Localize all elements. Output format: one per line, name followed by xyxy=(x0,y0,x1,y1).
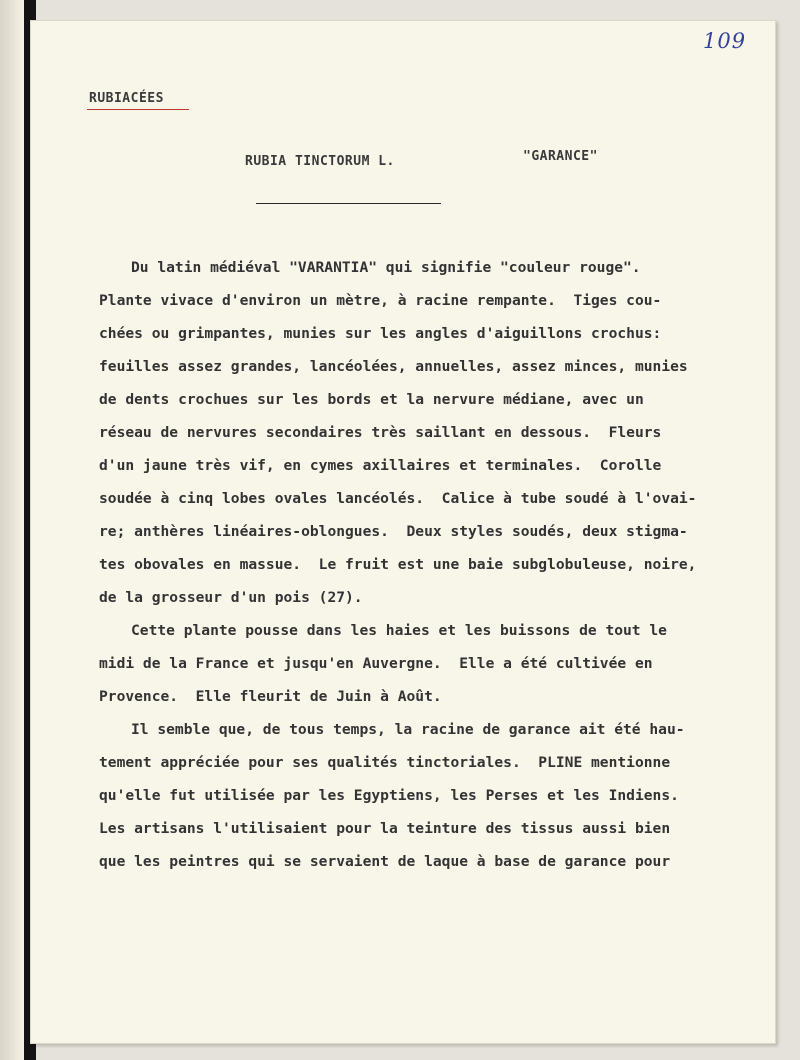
text-line: réseau de nervures secondaires très saillant en dessous. Fleurs xyxy=(99,424,662,441)
text-line: de la grosseur d'un pois (27). xyxy=(99,589,363,606)
text-line: chées ou grimpantes, munies sur les angles d'aiguillons crochus: xyxy=(99,325,662,342)
page-number: 109 xyxy=(703,29,747,53)
title-underline xyxy=(256,203,441,204)
text-line: midi de la France et jusqu'en Auvergne. Elle a été cultivée en xyxy=(99,655,653,672)
text-line: Les artisans l'utilisaient pour la teinture des tissus aussi bien xyxy=(99,820,671,837)
text-line: Cette plante pousse dans les haies et les buissons de tout le xyxy=(131,622,667,639)
text-line: re; anthères linéaires-oblongues. Deux styles soudés, deux stigma- xyxy=(99,523,688,540)
text-line: d'un jaune très vif, en cymes axillaires et terminales. Corolle xyxy=(99,457,662,474)
family-heading: RUBIACÉES xyxy=(89,91,164,106)
typewritten-page xyxy=(30,20,776,1044)
text-line: tes obovales en massue. Le fruit est une baie subglobuleuse, noire, xyxy=(99,556,697,573)
text-line: qu'elle fut utilisée par les Egyptiens, les Perses et les Indiens. xyxy=(99,787,679,804)
text-line: feuilles assez grandes, lancéolées, annuelles, assez minces, munies xyxy=(99,358,688,375)
body-text xyxy=(99,251,759,878)
previous-page-edge xyxy=(0,0,25,1060)
text-line: soudée à cinq lobes ovales lancéolés. Calice à tube soudé à l'ovai- xyxy=(99,490,697,507)
text-line: tement appréciée pour ses qualités tinctoriales. PLINE mentionne xyxy=(99,754,671,771)
species-latin-name: RUBIA TINCTORUM L. xyxy=(245,154,395,169)
text-line: Provence. Elle fleurit de Juin à Août. xyxy=(99,688,442,705)
text-line: de dents crochues sur les bords et la nervure médiane, avec un xyxy=(99,391,644,408)
text-line: Du latin médiéval "VARANTIA" qui signifie "couleur rouge". xyxy=(131,259,641,276)
family-heading-underline xyxy=(87,109,189,110)
text-line: que les peintres qui se servaient de laque à base de garance pour xyxy=(99,853,671,870)
text-line: Plante vivace d'environ un mètre, à racine rempante. Tiges cou- xyxy=(99,292,662,309)
species-common-name: "GARANCE" xyxy=(523,149,598,164)
text-line: Il semble que, de tous temps, la racine de garance ait été hau- xyxy=(131,721,685,738)
